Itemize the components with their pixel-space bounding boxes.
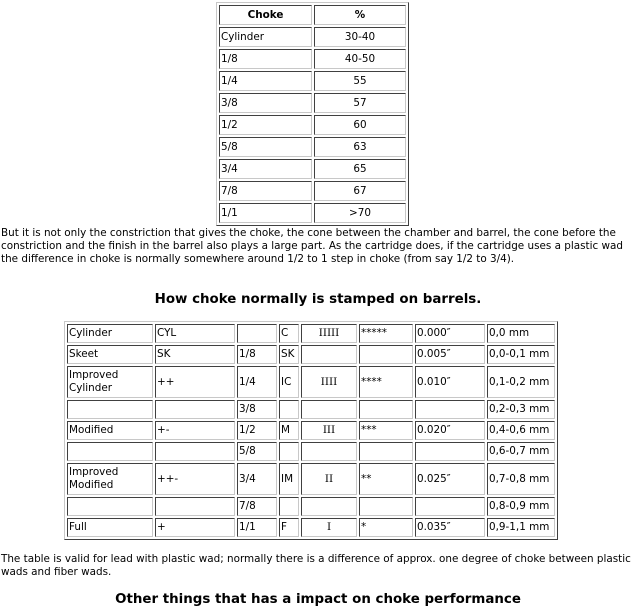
choke-name-cell: Cylinder	[67, 324, 153, 343]
star-mark-cell	[359, 497, 413, 516]
choke-cell: 1/2	[219, 115, 312, 135]
inch-constriction-cell	[415, 497, 485, 516]
table-row	[67, 400, 555, 419]
choke-name-cell	[67, 442, 153, 461]
letter-cell: IC	[279, 366, 299, 398]
mm-constriction-cell: 0,8-0,9 mm	[487, 497, 555, 516]
paragraph-plastic-wad: The table is valid for lead with plastic wad; normally there is a difference of approx. one degree of choke between plastic wads and fiber wads.	[1, 553, 631, 578]
fraction-cell: 3/8	[237, 400, 277, 419]
letter-cell: C	[279, 324, 299, 343]
abbrev-cell	[155, 442, 235, 461]
star-mark-cell: *****	[359, 324, 413, 343]
abbrev-cell	[155, 400, 235, 419]
header-choke: Choke	[219, 5, 312, 25]
table-row	[219, 115, 406, 135]
heading-other-things: Other things that has a impact on choke performance	[115, 592, 521, 607]
table-row	[219, 203, 406, 223]
table-row	[219, 159, 406, 179]
star-mark-cell	[359, 345, 413, 364]
choke-stamp-table	[64, 321, 558, 540]
inch-constriction-cell: 0.025″	[415, 463, 485, 495]
inch-constriction-cell: 0.000″	[415, 324, 485, 343]
inch-constriction-cell	[415, 442, 485, 461]
star-mark-cell	[359, 442, 413, 461]
fraction-cell: 5/8	[237, 442, 277, 461]
percent-cell: >70	[314, 203, 406, 223]
choke-cell: Cylinder	[219, 27, 312, 47]
inch-constriction-cell: 0.020″	[415, 421, 485, 440]
fraction-cell: 3/4	[237, 463, 277, 495]
mm-constriction-cell: 0,4-0,6 mm	[487, 421, 555, 440]
table-row	[67, 442, 555, 461]
roman-mark-cell: I	[301, 518, 357, 537]
table-row	[67, 463, 555, 495]
abbrev-cell: +	[155, 518, 235, 537]
mm-constriction-cell: 0,9-1,1 mm	[487, 518, 555, 537]
table-row	[219, 27, 406, 47]
percent-cell: 30-40	[314, 27, 406, 47]
abbrev-cell: CYL	[155, 324, 235, 343]
fraction-cell: 1/1	[237, 518, 277, 537]
choke-name-cell: Improved Cylinder	[67, 366, 153, 398]
star-mark-cell	[359, 400, 413, 419]
abbrev-cell: SK	[155, 345, 235, 364]
roman-mark-cell	[301, 442, 357, 461]
percent-cell: 65	[314, 159, 406, 179]
table-row	[67, 518, 555, 537]
letter-cell: IM	[279, 463, 299, 495]
percent-cell: 67	[314, 181, 406, 201]
fraction-cell: 1/4	[237, 366, 277, 398]
roman-mark-cell: III	[301, 421, 357, 440]
letter-cell	[279, 400, 299, 419]
letter-cell: F	[279, 518, 299, 537]
table-row	[219, 181, 406, 201]
inch-constriction-cell: 0.005″	[415, 345, 485, 364]
fraction-cell: 7/8	[237, 497, 277, 516]
choke-cell: 1/1	[219, 203, 312, 223]
inch-constriction-cell: 0.010″	[415, 366, 485, 398]
percent-cell: 55	[314, 71, 406, 91]
table-row	[67, 366, 555, 398]
table-row	[219, 71, 406, 91]
choke-cell: 7/8	[219, 181, 312, 201]
mm-constriction-cell: 0,2-0,3 mm	[487, 400, 555, 419]
roman-mark-cell	[301, 497, 357, 516]
letter-cell	[279, 497, 299, 516]
choke-name-cell	[67, 497, 153, 516]
choke-cell: 3/8	[219, 93, 312, 113]
inch-constriction-cell	[415, 400, 485, 419]
table-row	[219, 49, 406, 69]
mm-constriction-cell: 0,7-0,8 mm	[487, 463, 555, 495]
letter-cell: SK	[279, 345, 299, 364]
letter-cell: M	[279, 421, 299, 440]
fraction-cell: 1/8	[237, 345, 277, 364]
table-row	[67, 421, 555, 440]
choke-name-cell: Modified	[67, 421, 153, 440]
mm-constriction-cell: 0,0 mm	[487, 324, 555, 343]
star-mark-cell: *	[359, 518, 413, 537]
percent-cell: 40-50	[314, 49, 406, 69]
mm-constriction-cell: 0,1-0,2 mm	[487, 366, 555, 398]
abbrev-cell: ++-	[155, 463, 235, 495]
choke-cell: 1/8	[219, 49, 312, 69]
abbrev-cell: ++	[155, 366, 235, 398]
percent-cell: 60	[314, 115, 406, 135]
choke-cell: 1/4	[219, 71, 312, 91]
table-row	[219, 137, 406, 157]
star-mark-cell: ***	[359, 421, 413, 440]
mm-constriction-cell: 0,6-0,7 mm	[487, 442, 555, 461]
roman-mark-cell: II	[301, 463, 357, 495]
choke-name-cell: Full	[67, 518, 153, 537]
choke-name-cell	[67, 400, 153, 419]
roman-mark-cell	[301, 345, 357, 364]
abbrev-cell	[155, 497, 235, 516]
paragraph-constriction: But it is not only the constriction that gives the choke, the cone between the chamber and barrel, the cone before the constriction and the finish in the barrel also plays a large part. As the cartridge does, if the cartridge uses a plastic wad the difference in choke is normally somewhere around 1/2 to 1 step in choke (from say 1/2 to 3/4).	[1, 227, 623, 265]
roman-mark-cell: IIII	[301, 366, 357, 398]
table-header-row	[219, 5, 406, 25]
header-percent: %	[314, 5, 406, 25]
inch-constriction-cell: 0.035″	[415, 518, 485, 537]
choke-name-cell: Improved Modified	[67, 463, 153, 495]
abbrev-cell: +-	[155, 421, 235, 440]
percent-cell: 57	[314, 93, 406, 113]
star-mark-cell: ****	[359, 366, 413, 398]
mm-constriction-cell: 0,0-0,1 mm	[487, 345, 555, 364]
choke-cell: 5/8	[219, 137, 312, 157]
choke-cell: 3/4	[219, 159, 312, 179]
choke-name-cell: Skeet	[67, 345, 153, 364]
choke-percent-table	[216, 2, 409, 226]
roman-mark-cell	[301, 400, 357, 419]
table-row	[219, 93, 406, 113]
table-row	[67, 497, 555, 516]
fraction-cell: 1/2	[237, 421, 277, 440]
roman-mark-cell: IIIII	[301, 324, 357, 343]
percent-cell: 63	[314, 137, 406, 157]
table-row	[67, 324, 555, 343]
table-row	[67, 345, 555, 364]
fraction-cell	[237, 324, 277, 343]
letter-cell	[279, 442, 299, 461]
heading-stamped-on-barrels: How choke normally is stamped on barrels.	[154, 292, 482, 307]
star-mark-cell: **	[359, 463, 413, 495]
